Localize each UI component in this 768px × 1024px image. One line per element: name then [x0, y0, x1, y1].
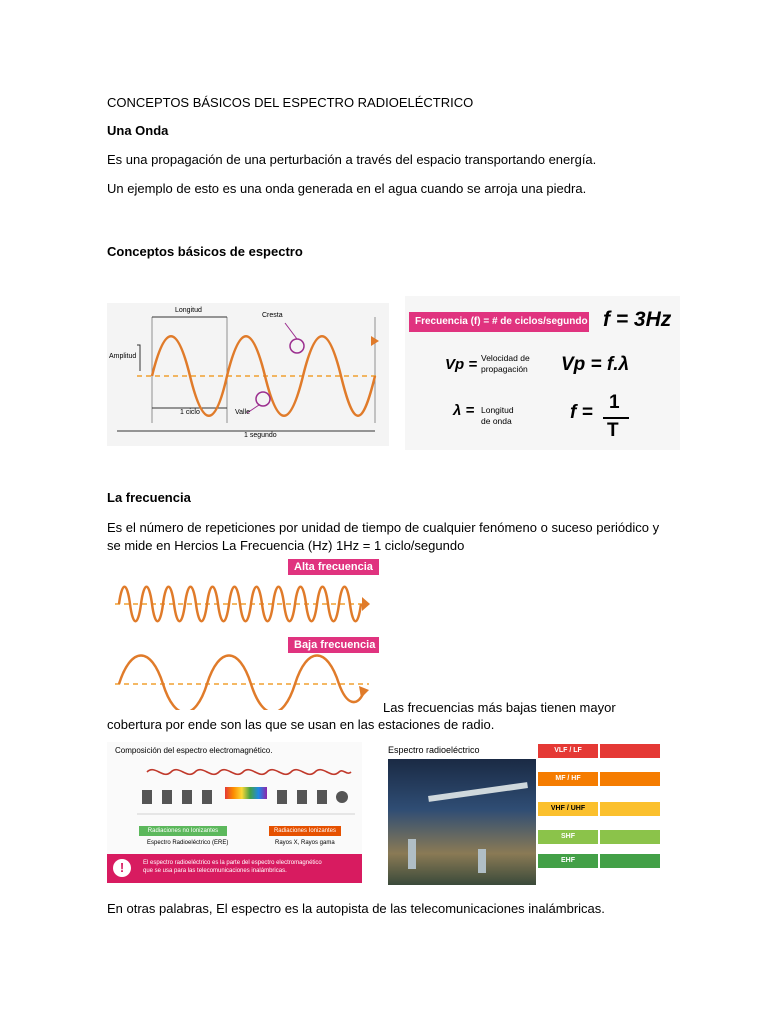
low-freq-wave: [119, 656, 363, 711]
antenna-icon: [408, 839, 416, 869]
band-vlf-lf: VLF / LF: [538, 744, 598, 758]
label-longitud: Longitud: [175, 307, 202, 314]
vp-desc-2: propagación: [481, 364, 528, 374]
em-wave: [147, 770, 351, 775]
formula-3hz: f = 3Hz: [603, 308, 672, 331]
label-valle: Valle: [235, 409, 251, 416]
note-banner: [107, 854, 362, 883]
freq-definition-badge: Frecuencia (f) = # de ciclos/segundo: [409, 312, 589, 332]
label-ciclo: 1 ciclo: [180, 409, 200, 416]
paragraph-frecuencia-2: se mide en Hercios La Frecuencia (Hz) 1Hz = 1 ciclo/segundo: [107, 538, 465, 553]
earth-scene: [388, 759, 536, 885]
fraction-numerator: 1: [609, 392, 620, 413]
band-vhf-uhf: VHF / UHF: [538, 802, 598, 816]
label-cresta: Cresta: [262, 312, 283, 319]
band-ehf: EHF: [538, 854, 598, 868]
em-spectrum-figure: [107, 742, 362, 883]
paragraph-bajas-1: Las frecuencias más bajas tienen mayor: [383, 700, 616, 715]
rayos-label: Rayos X, Rayos gama: [275, 840, 335, 846]
formula-figure: [405, 296, 680, 450]
no-ionizing-badge: Radiaciones no Ionizantes: [139, 826, 227, 836]
doc-title: CONCEPTOS BÁSICOS DEL ESPECTRO RADIOELÉCTRICO: [107, 95, 474, 110]
note-line-2: que se usa para las telecomunicaciones inalámbricas.: [143, 868, 287, 874]
band-shf-note: [600, 830, 660, 844]
baja-frecuencia-badge: Baja frecuencia: [288, 637, 379, 653]
band-mf-hf: MF / HF: [538, 772, 598, 786]
frequency-figure: [107, 556, 379, 710]
lambda-desc-1: Longitud: [481, 405, 514, 415]
label-segundo: 1 segundo: [244, 432, 277, 439]
tower-icon: [478, 849, 486, 873]
f-equals: f =: [570, 402, 593, 423]
label-amplitud: Amplitud: [109, 353, 137, 360]
paragraph-conclusion: En otras palabras, El espectro es la autopista de las telecomunicaciones inalámbricas.: [107, 901, 605, 916]
vp-symbol: Vp =: [445, 356, 478, 373]
heading-una-onda: Una Onda: [107, 123, 169, 138]
heading-conceptos: Conceptos básicos de espectro: [107, 244, 303, 259]
ionizing-badge: Radiaciones Ionizantes: [269, 826, 341, 836]
band-mf-hf-note: [600, 772, 660, 786]
lambda-desc-2: de onda: [481, 416, 512, 426]
band-shf: SHF: [538, 830, 598, 844]
radio-spectrum-title: Espectro radioeléctrico: [388, 745, 480, 755]
vp-desc-1: Velocidad de: [481, 353, 530, 363]
lambda-symbol: λ =: [453, 402, 475, 419]
exclamation-icon: !: [113, 859, 131, 877]
band-vhf-uhf-note: [600, 802, 660, 816]
radio-spectrum-figure: [386, 742, 663, 885]
paragraph-definition: Es una propagación de una perturbación a través del espacio transportando energía.: [107, 152, 597, 167]
heading-frecuencia: La frecuencia: [107, 490, 191, 505]
note-line-1: El espectro radioeléctrico es la parte del espectro electromagnético: [143, 860, 322, 866]
wave-figure: [107, 303, 389, 446]
alta-frecuencia-badge: Alta frecuencia: [288, 559, 379, 575]
em-spectrum-title: Composición del espectro electromagnético.: [115, 746, 273, 755]
paragraph-example: Un ejemplo de esto es una onda generada en el agua cuando se arroja una piedra.: [107, 181, 587, 196]
band-vlf-lf-note: [600, 744, 660, 758]
vp-formula: Vp = f.λ: [561, 354, 630, 375]
band-ehf-note: [600, 854, 660, 868]
fraction-denominator: T: [607, 420, 619, 441]
paragraph-bajas-2: cobertura por ende son las que se usan en las estaciones de radio.: [107, 717, 495, 732]
paragraph-frecuencia-1: Es el número de repeticiones por unidad de tiempo de cualquier fenómeno o suceso periódico y: [107, 520, 660, 535]
satellite-icon: [428, 782, 528, 802]
fraction-bar: [603, 417, 629, 419]
ere-label: Espectro Radioeléctrico (ERE): [147, 840, 229, 846]
